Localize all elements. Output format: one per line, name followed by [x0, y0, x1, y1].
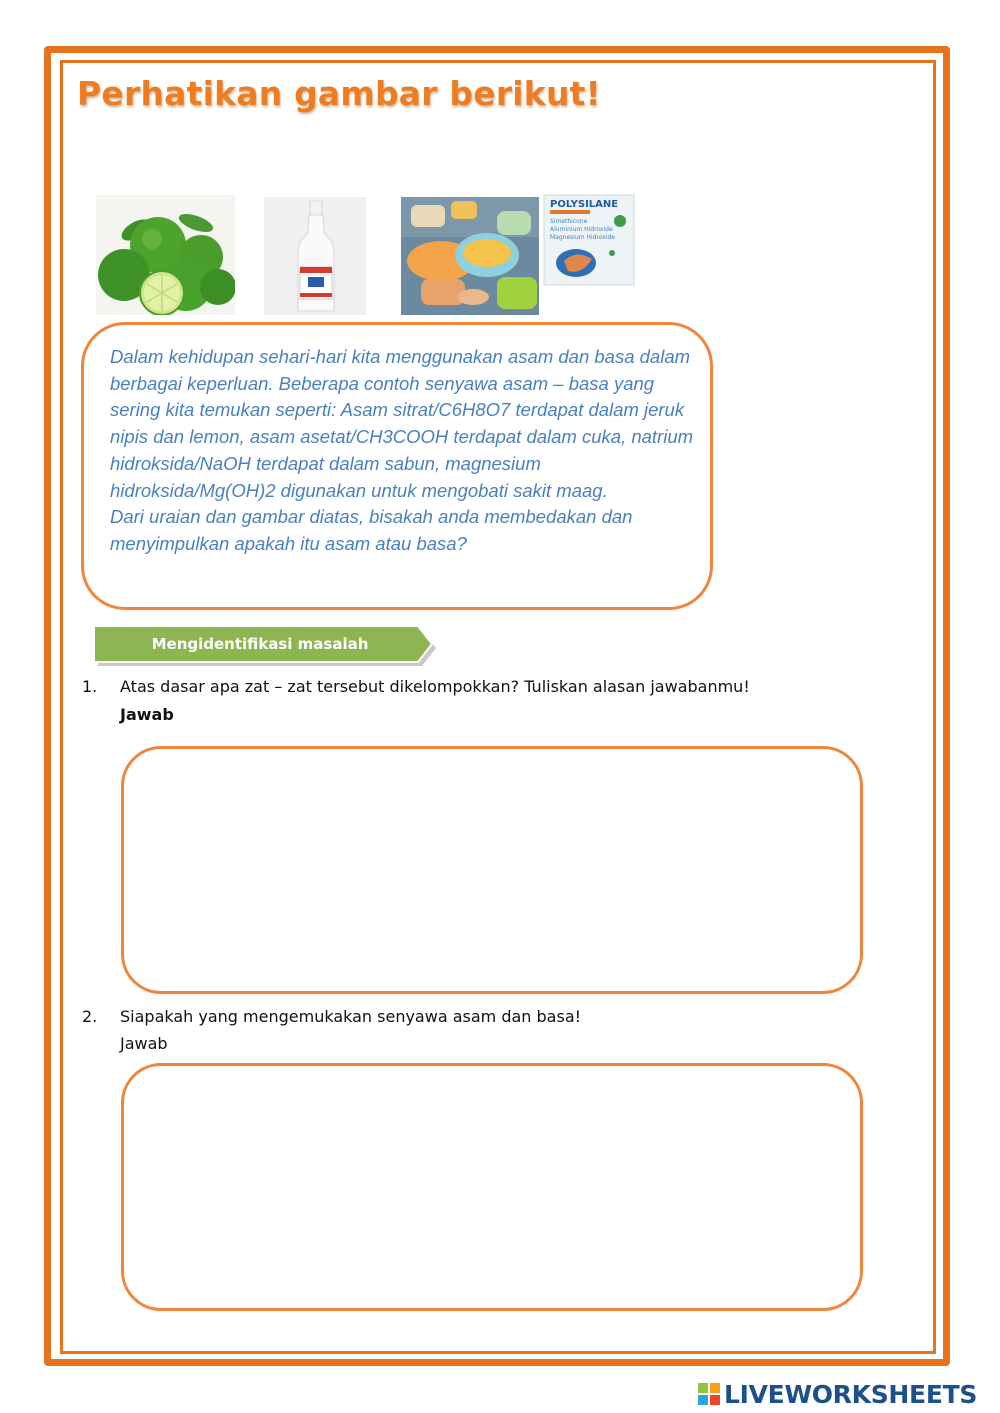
question-1-number: 1. — [82, 677, 98, 696]
answer-2-box[interactable] — [121, 1063, 863, 1311]
liveworksheets-logo[interactable] — [698, 1380, 977, 1408]
question-1-text: Atas dasar apa zat – zat tersebut dikelompokkan? Tuliskan alasan jawabanmu! — [120, 677, 750, 696]
polysilane-box-photo — [542, 193, 636, 288]
polysilane-line-2: Aluminium Hidroxide — [550, 226, 613, 233]
info-question: Dari uraian dan gambar diatas, bisakah anda membedakan dan menyimpulkan apakah itu asam atau basa? — [110, 506, 633, 554]
polysilane-brand-text: POLYSILANE — [550, 199, 619, 210]
liveworksheets-logo-icon — [698, 1383, 720, 1405]
question-2-answer-label: Jawab — [120, 1034, 168, 1053]
vinegar-bottle-photo — [264, 197, 366, 315]
lime-photo — [96, 195, 235, 315]
info-text — [110, 344, 700, 558]
answer-1-box[interactable] — [121, 746, 863, 994]
section-label: Mengidentifikasi masalah — [151, 635, 369, 653]
question-2-text: Siapakah yang mengemukakan senyawa asam dan basa! — [120, 1007, 582, 1026]
polysilane-line-1: Simethicone — [550, 218, 588, 225]
question-2-number: 2. — [82, 1007, 98, 1026]
page-title: Perhatikan gambar berikut! — [77, 74, 601, 113]
soap-bars-photo — [401, 197, 539, 315]
logo-text: LIVEWORKSHEETS — [724, 1379, 978, 1409]
question-1-answer-label: Jawab — [120, 705, 174, 724]
info-paragraph: Dalam kehidupan sehari-hari kita menggunakan asam dan basa dalam berbagai keperluan. Beberapa contoh senyawa asam – basa yang sering kita temukan seperti: Asam sitrat/C6H8O7 terdapat dalam jeruk nipis dan lemon, asam asetat/CH3COOH terdapat dalam cuka, natrium hidroksida/NaOH terdapat dalam sabun, magnesium hidroksida/Mg(OH)2 digunakan untuk mengobati sakit maag. — [110, 346, 694, 501]
polysilane-line-3: Magnesium Hidroxide — [550, 234, 616, 241]
